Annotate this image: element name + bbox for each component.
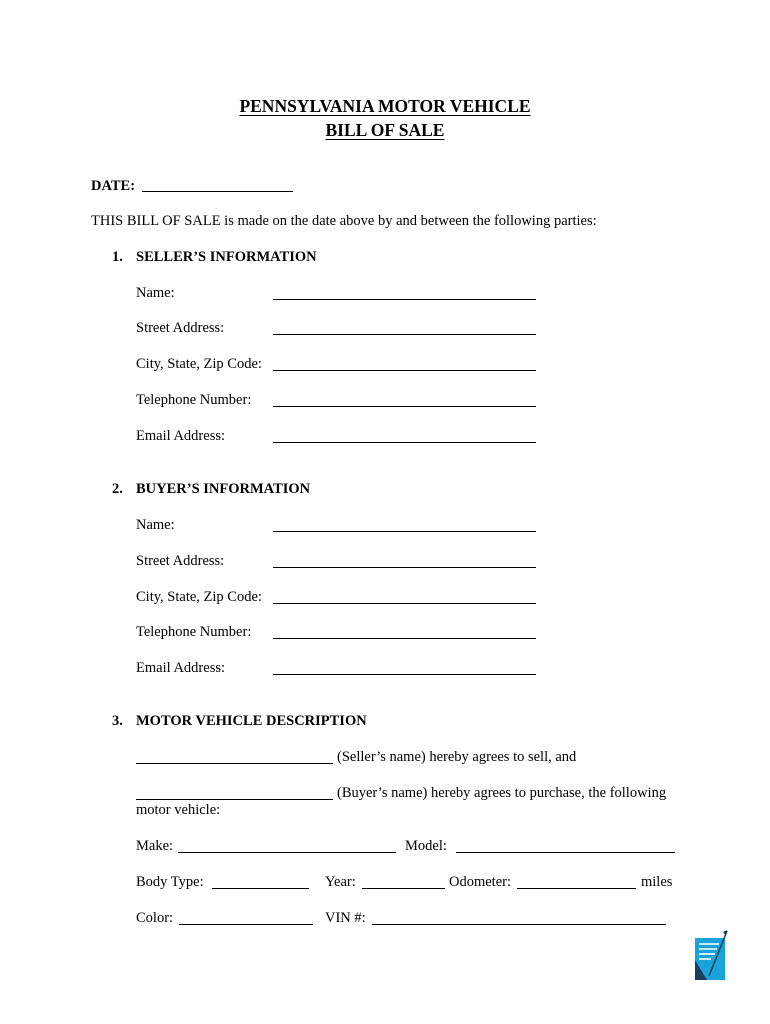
buyer-clause-text: (Buyer’s name) hereby agrees to purchase, the following	[337, 785, 667, 801]
odometer-label: Odometer:	[449, 874, 512, 890]
buyer-street-label: Street Address:	[136, 553, 225, 569]
document-title-line1	[0, 95, 770, 117]
make-field[interactable]	[178, 852, 396, 853]
seller-name-field[interactable]	[273, 299, 536, 300]
title-line2-text: BILL OF SALE	[325, 120, 445, 140]
seller-street-label: Street Address:	[136, 320, 225, 336]
intro-text: THIS BILL OF SALE is made on the date above by and between the following parties:	[91, 213, 597, 229]
buyer-street-field[interactable]	[273, 567, 536, 568]
seller-city-label: City, State, Zip Code:	[136, 356, 262, 372]
buyer-city-label: City, State, Zip Code:	[136, 589, 262, 605]
section-2-heading: BUYER’S INFORMATION	[136, 481, 311, 497]
section-1-number: 1.	[112, 249, 123, 265]
buyer-phone-field[interactable]	[273, 638, 536, 639]
date-field[interactable]	[142, 191, 293, 192]
section-3-number: 3.	[112, 713, 123, 729]
seller-street-field[interactable]	[273, 334, 536, 335]
buyer-name-field[interactable]	[273, 531, 536, 532]
buyer-name-label: Name:	[136, 517, 175, 533]
section-3-heading: MOTOR VEHICLE DESCRIPTION	[136, 713, 367, 729]
seller-name-label: Name:	[136, 285, 175, 301]
vin-label: VIN #:	[325, 910, 366, 926]
buyer-clause-continuation: motor vehicle:	[136, 802, 221, 818]
buyer-email-label: Email Address:	[136, 660, 226, 676]
odometer-field[interactable]	[517, 888, 636, 889]
date-label: DATE:	[91, 178, 136, 194]
title-line1-text: PENNSYLVANIA MOTOR VEHICLE	[239, 96, 531, 116]
year-label: Year:	[325, 874, 356, 890]
body-type-field[interactable]	[212, 888, 309, 889]
seller-email-label: Email Address:	[136, 428, 226, 444]
color-label: Color:	[136, 910, 174, 926]
document-logo-icon	[693, 930, 729, 982]
document-title-line2	[0, 119, 770, 141]
color-field[interactable]	[179, 924, 313, 925]
buyer-phone-label: Telephone Number:	[136, 624, 252, 640]
body-type-label: Body Type:	[136, 874, 204, 890]
buyer-name-blank[interactable]	[136, 799, 333, 800]
seller-phone-label: Telephone Number:	[136, 392, 252, 408]
model-label: Model:	[405, 838, 447, 854]
seller-email-field[interactable]	[273, 442, 536, 443]
buyer-city-field[interactable]	[273, 603, 536, 604]
make-label: Make:	[136, 838, 174, 854]
model-field[interactable]	[456, 852, 675, 853]
vin-field[interactable]	[372, 924, 666, 925]
seller-city-field[interactable]	[273, 370, 536, 371]
seller-clause-text: (Seller’s name) hereby agrees to sell, and	[337, 749, 577, 765]
seller-name-blank[interactable]	[136, 763, 333, 764]
miles-label: miles	[641, 874, 673, 890]
year-field[interactable]	[362, 888, 445, 889]
section-2-number: 2.	[112, 481, 123, 497]
section-1-heading: SELLER’S INFORMATION	[136, 249, 317, 265]
seller-phone-field[interactable]	[273, 406, 536, 407]
buyer-email-field[interactable]	[273, 674, 536, 675]
